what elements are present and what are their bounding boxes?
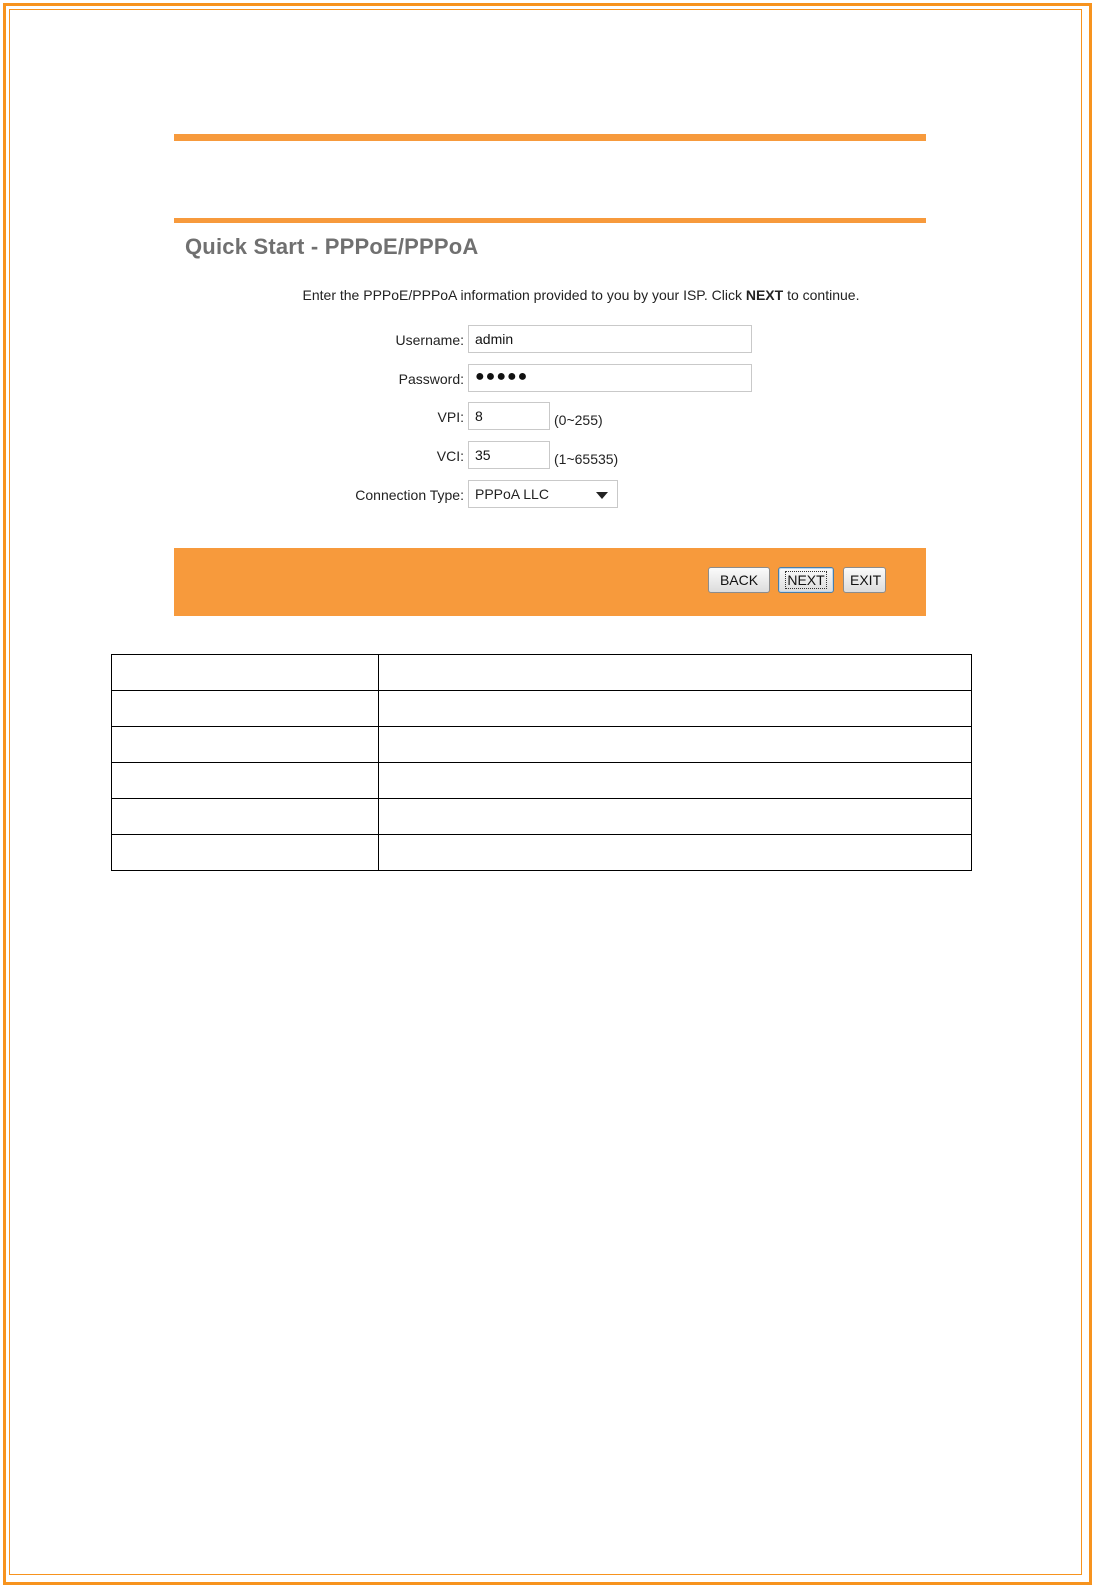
vci-row	[174, 441, 926, 471]
page-title: Quick Start - PPPoE/PPPoA	[185, 234, 479, 259]
header-rule-top	[174, 134, 926, 141]
button-bar	[174, 548, 926, 616]
table-cell	[379, 691, 972, 727]
vpi-range-hint: (0~255)	[554, 412, 603, 428]
next-button[interactable]	[778, 567, 834, 593]
table-cell	[379, 727, 972, 763]
table-row	[112, 691, 972, 727]
vpi-label: VPI:	[437, 409, 464, 425]
password-row	[174, 364, 926, 394]
table-cell	[379, 763, 972, 799]
password-input[interactable]: ●●●●●	[468, 364, 752, 392]
vpi-input[interactable]: 8	[468, 402, 550, 430]
exit-button[interactable]: EXIT	[843, 567, 886, 593]
table-row	[112, 763, 972, 799]
intro-text-next: NEXT	[745, 287, 784, 303]
table-row	[112, 835, 972, 871]
chevron-down-icon	[596, 492, 608, 499]
vpi-row	[174, 402, 926, 432]
intro-text-end: to continue.	[783, 287, 860, 303]
username-label: Username:	[395, 332, 464, 348]
next-button-label: NEXT	[787, 572, 825, 588]
username-input[interactable]: admin	[468, 325, 752, 353]
table-cell	[112, 727, 379, 763]
connection-type-row	[174, 480, 926, 510]
intro-text-start: Enter the PPPoE/PPPoA information provided to you by your ISP. Click	[302, 287, 746, 303]
vci-label: VCI:	[436, 448, 464, 464]
connection-type-selected-value: PPPoA LLC	[475, 486, 549, 502]
vci-input[interactable]: 35	[468, 441, 550, 469]
table-cell	[112, 655, 379, 691]
vci-range-hint: (1~65535)	[554, 451, 619, 467]
table-row	[112, 727, 972, 763]
quick-start-screenshot	[174, 134, 926, 616]
back-button[interactable]: BACK	[708, 567, 770, 593]
table-cell	[379, 655, 972, 691]
table-cell	[112, 799, 379, 835]
password-label: Password:	[398, 371, 464, 387]
table-row	[112, 799, 972, 835]
table-row	[112, 655, 972, 691]
table-cell	[379, 799, 972, 835]
header-rule-bottom	[174, 218, 926, 223]
parameter-table	[111, 654, 972, 871]
table-cell	[379, 835, 972, 871]
connection-type-label: Connection Type:	[355, 487, 464, 503]
username-row	[174, 325, 926, 355]
table-cell	[112, 835, 379, 871]
table-cell	[112, 691, 379, 727]
connection-type-select[interactable]	[468, 480, 618, 508]
table-cell	[112, 763, 379, 799]
intro-text	[174, 287, 926, 303]
